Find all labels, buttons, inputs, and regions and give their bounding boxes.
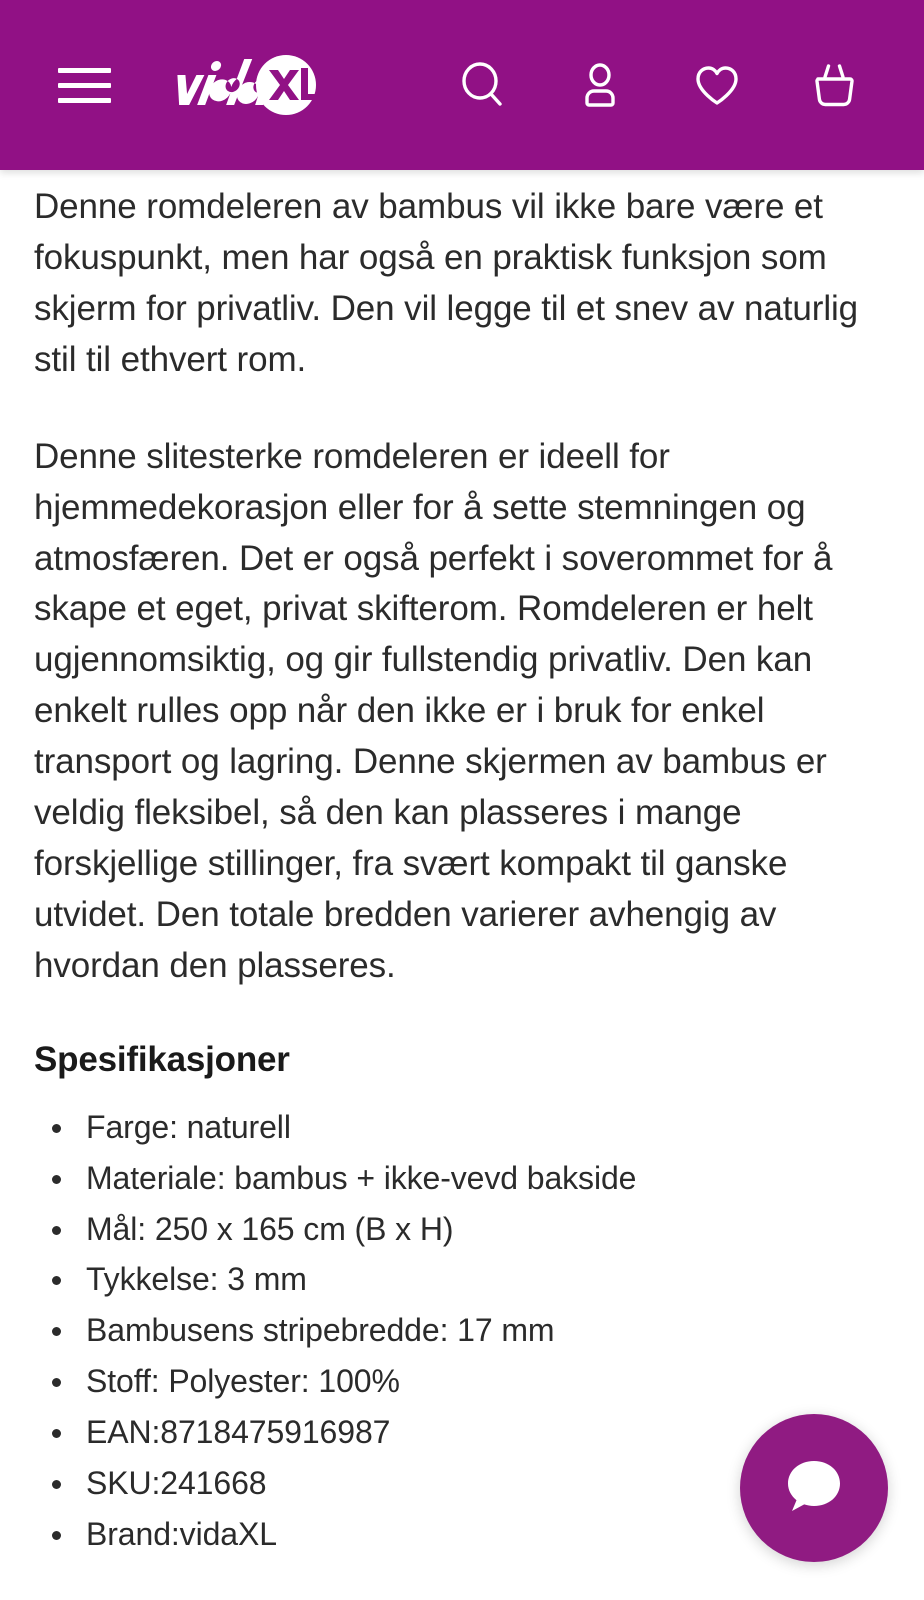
search-button[interactable] xyxy=(453,55,513,115)
hamburger-line-3 xyxy=(58,98,111,103)
hamburger-menu-button[interactable] xyxy=(42,43,126,127)
description-paragraph-2: Denne slitesterke romdeleren er ideell for hjemmedekorasjon eller for å sette stemningen og atmosfæren. Det er også perfekt i soverommet for å skape et eget, privat skifterom. Romdeleren er helt ugjennomsiktig, og gir fullstendig privatliv. Den kan enkelt rulles opp når den ikke er i bruk for enkel transport og lagring. Denne skjermen av bambus er veldig fleksibel, så den kan plasseres i mange forskjellige stillinger, fra svært kompakt til ganske utvidet. Den totale bredden varierer avhengig av hvordan den plasseres. xyxy=(34,436,833,985)
list-item: Mål: 250 x 165 cm (B x H) xyxy=(34,1204,890,1255)
cart-button[interactable] xyxy=(804,55,864,115)
list-item: Farge: naturell xyxy=(34,1102,890,1153)
list-item: Brand:vidaXL xyxy=(34,1509,890,1560)
hamburger-line-1 xyxy=(58,68,111,73)
hamburger-line-2 xyxy=(58,83,111,88)
user-icon xyxy=(573,58,627,112)
site-header xyxy=(0,0,924,170)
chat-bubble-icon xyxy=(777,1451,851,1525)
search-icon xyxy=(456,58,510,112)
product-description-section xyxy=(0,170,924,1560)
list-item: Tykkelse: 3 mm xyxy=(34,1254,890,1305)
list-item: Materiale: bambus + ikke-vevd bakside xyxy=(34,1153,890,1204)
list-item: SKU:241668 xyxy=(34,1458,890,1509)
header-actions xyxy=(453,55,864,115)
wishlist-button[interactable] xyxy=(687,55,747,115)
list-item: EAN:8718475916987 xyxy=(34,1407,890,1458)
heart-icon xyxy=(690,58,744,112)
list-item: Stoff: Polyester: 100% xyxy=(34,1356,890,1407)
list-item: Bambusens stripebredde: 17 mm xyxy=(34,1305,890,1356)
description-paragraph-1: Denne romdeleren av bambus vil ikke bare være et fokuspunkt, men har også en praktisk funksjon som skjerm for privatliv. Den vil legge til et snev av naturlig stil til ethvert rom. xyxy=(34,187,859,379)
vidaxl-logo-icon xyxy=(168,49,316,121)
basket-icon xyxy=(807,58,861,112)
specifications-heading: Spesifikasjoner xyxy=(34,1039,290,1079)
vidaxl-logo[interactable] xyxy=(168,46,316,124)
chat-widget-button[interactable] xyxy=(740,1414,888,1562)
account-button[interactable] xyxy=(570,55,630,115)
